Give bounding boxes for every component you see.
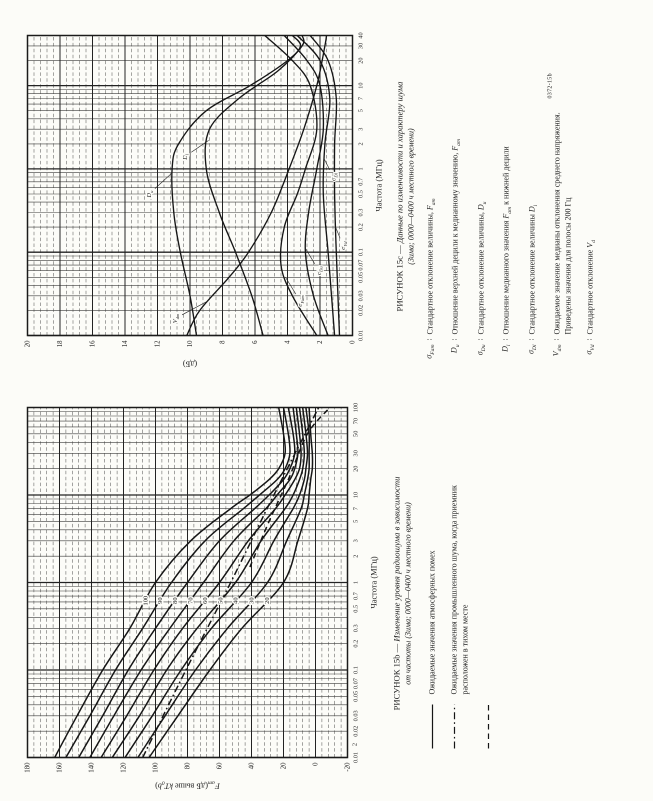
legend-item xyxy=(500,20,514,370)
legend-definition: Стандартное отклонение величины, $F_{am}$ xyxy=(425,197,437,334)
figure-15c-chart xyxy=(0,0,400,392)
svg-text:180: 180 xyxy=(24,762,32,773)
figure-15c xyxy=(0,0,653,392)
svg-text:20: 20 xyxy=(24,340,32,347)
figure-15b xyxy=(0,389,653,801)
figure-15c-caption-prefix: РИСУНОК 15с — xyxy=(394,244,404,311)
curve-Dl xyxy=(297,35,334,335)
legend-item xyxy=(448,419,470,749)
svg-text:0.7: 0.7 xyxy=(357,177,364,186)
curve-label: $\sigma_{Du}$ xyxy=(315,265,324,275)
figure-15c-caption-title: Данные по изменчивости и характеру шума xyxy=(394,81,404,243)
legend-colon: : xyxy=(584,337,594,341)
svg-text:0.3: 0.3 xyxy=(357,208,364,216)
svg-text:0.1: 0.1 xyxy=(357,247,364,256)
svg-text:0.07: 0.07 xyxy=(357,259,364,271)
svg-text:0.1: 0.1 xyxy=(352,665,359,674)
svg-text:3: 3 xyxy=(352,538,359,542)
curve-Fam xyxy=(264,35,316,335)
figure-number-note: 0372-15b xyxy=(547,72,553,98)
legend-item xyxy=(475,20,489,370)
curve-label-20: 20 xyxy=(263,596,271,604)
figure-15b-legend xyxy=(426,419,504,749)
svg-text:0.05: 0.05 xyxy=(357,271,364,283)
legend-symbol: $V_{dm}$ xyxy=(551,344,563,356)
svg-text:70: 70 xyxy=(352,417,359,424)
curve-label: $\sigma_{Fam}$ xyxy=(296,294,305,307)
legend-item xyxy=(551,20,573,370)
y-axis-title: $F_{am}(дБ$ выше $kT_0b$) xyxy=(154,779,220,790)
curve-Du xyxy=(284,35,328,335)
svg-text:10: 10 xyxy=(357,81,364,89)
curve-labels xyxy=(142,595,271,605)
legend-colon: : xyxy=(551,337,561,341)
legend-definition: Стандартное отклонение величины $D_l$ xyxy=(526,204,539,334)
svg-text:4: 4 xyxy=(284,340,292,344)
legend-colon: : xyxy=(449,337,459,341)
svg-text:2: 2 xyxy=(352,554,359,558)
curve-label: $D_l$ xyxy=(181,153,190,160)
curve-label: $V_{dm}$ xyxy=(171,313,180,323)
legend-symbol: $\sigma_{Du}$ xyxy=(474,344,487,355)
legend-definition: Ожидаемое значение медианы отклонения среднего напряжения. Приведены значения для полосы 200 Гц xyxy=(552,111,573,334)
svg-text:8: 8 xyxy=(219,340,227,344)
legend-symbol: $\sigma_{Vd}$ xyxy=(584,344,597,355)
curve-label-90: 90 xyxy=(156,596,164,604)
svg-text:100: 100 xyxy=(352,402,359,412)
svg-text:0.02: 0.02 xyxy=(352,725,359,737)
svg-text:0.03: 0.03 xyxy=(357,289,364,301)
svg-text:20: 20 xyxy=(352,465,359,472)
figure-15b-caption-prefix: РИСУНОК 15b — xyxy=(391,643,401,710)
curve-label-80: 80 xyxy=(171,596,179,604)
legend-symbol: $D_l$ xyxy=(500,344,512,352)
svg-text:5: 5 xyxy=(352,519,359,523)
svg-text:60: 60 xyxy=(216,762,224,769)
svg-text:0.2: 0.2 xyxy=(352,639,359,648)
svg-text:120: 120 xyxy=(120,762,128,773)
svg-text:6: 6 xyxy=(251,340,259,344)
curve-label-30: 30 xyxy=(248,596,256,604)
figure-15b-caption-subtitle: от частоты (Зима; 0000—0400 ч местного времени) xyxy=(402,501,412,685)
legend-line-sample-solid xyxy=(427,703,437,749)
svg-text:0.3: 0.3 xyxy=(352,623,359,632)
legend-item xyxy=(449,20,463,370)
curve-label: $\sigma_{Vd}$ xyxy=(339,241,348,250)
svg-text:30: 30 xyxy=(352,449,359,456)
figure-15b-chart xyxy=(0,389,400,801)
x-axis-title: Частота (МГц) xyxy=(374,158,383,212)
svg-text:10: 10 xyxy=(352,491,359,498)
legend-item xyxy=(482,419,493,749)
legend-symbol: $D_u$ xyxy=(449,344,462,353)
figure-15c-legend xyxy=(424,20,610,370)
curve-label: $D_u$ xyxy=(145,190,154,197)
curve-Dl xyxy=(205,35,304,335)
svg-text:7: 7 xyxy=(352,506,359,510)
svg-text:20: 20 xyxy=(280,762,288,769)
svg-text:0.05: 0.05 xyxy=(352,690,359,702)
legend-item xyxy=(526,20,540,370)
figure-15c-caption-subtitle: (Зима; 0000—0400 ч местного времени) xyxy=(405,127,415,265)
legend-line-sample-dashed xyxy=(483,703,493,749)
legend-definition: Стандартное отклонение величины, $D_u$ xyxy=(475,201,488,334)
svg-text:18: 18 xyxy=(56,340,64,347)
svg-text:140: 140 xyxy=(88,762,96,773)
legend-colon: : xyxy=(500,337,510,341)
svg-text:0.03: 0.03 xyxy=(352,709,359,721)
svg-text:0.5: 0.5 xyxy=(352,604,359,613)
svg-text:0.01: 0.01 xyxy=(357,329,364,341)
legend-item xyxy=(424,20,438,370)
svg-text:5: 5 xyxy=(357,108,364,112)
legend-definition: Отношение медианного значения $F_{am}$ к нижней децили xyxy=(501,145,513,334)
svg-text:0.5: 0.5 xyxy=(357,189,364,198)
legend-colon: : xyxy=(474,337,484,341)
curve-label-70: 70 xyxy=(186,596,194,604)
svg-text:0.01: 0.01 xyxy=(352,751,359,763)
x-axis-title: Частота (МГц) xyxy=(369,555,378,609)
legend-item xyxy=(426,419,437,749)
svg-text:1: 1 xyxy=(352,580,359,584)
svg-text:-20: -20 xyxy=(344,762,352,772)
stray-mark: 2 xyxy=(351,742,358,746)
svg-text:12: 12 xyxy=(154,340,162,347)
legend-label: Ожидаемые значения атмосферных помех xyxy=(427,549,436,694)
svg-text:20: 20 xyxy=(357,56,364,64)
curve-label-50: 50 xyxy=(216,596,224,604)
svg-text:30: 30 xyxy=(357,42,364,49)
svg-text:14: 14 xyxy=(121,340,129,347)
svg-text:3: 3 xyxy=(357,127,364,131)
svg-text:2: 2 xyxy=(316,340,324,344)
figure-15c-caption xyxy=(394,0,416,392)
legend-symbol: $\sigma_{Fam}$ xyxy=(424,344,436,359)
curve-label-40: 40 xyxy=(232,596,240,604)
svg-text:16: 16 xyxy=(89,340,97,347)
legend-symbol: $\sigma_{Dl}$ xyxy=(525,344,538,354)
svg-text:0.02: 0.02 xyxy=(357,304,364,316)
svg-text:0: 0 xyxy=(312,762,320,766)
legend-colon: : xyxy=(424,337,433,341)
svg-text:7: 7 xyxy=(357,96,364,100)
svg-text:160: 160 xyxy=(56,762,64,773)
figure-15b-caption-title: Изменение уровня радиошума в зависимости xyxy=(391,476,401,642)
figure-15b-caption xyxy=(391,393,413,793)
svg-text:0: 0 xyxy=(349,340,357,344)
svg-text:10: 10 xyxy=(186,340,194,347)
curve-label-60: 60 xyxy=(201,596,209,604)
legend-definition: Стандартное отклонение $V_d$ xyxy=(585,239,598,334)
svg-text:40: 40 xyxy=(357,31,364,39)
svg-text:50: 50 xyxy=(352,430,359,437)
legend-colon: : xyxy=(525,337,535,341)
svg-text:100: 100 xyxy=(152,762,160,773)
svg-text:2: 2 xyxy=(357,141,364,145)
legend-line-sample-dashdot xyxy=(449,703,459,749)
grid xyxy=(27,35,352,335)
legend-item xyxy=(584,20,598,370)
svg-text:40: 40 xyxy=(248,762,256,769)
svg-text:80: 80 xyxy=(184,762,192,769)
svg-text:0.2: 0.2 xyxy=(357,222,364,231)
legend-definition: Отношение верхней децили к медианному значению, $F_{am}$ xyxy=(450,138,463,334)
y-axis-title: (дБ) xyxy=(182,359,197,368)
svg-text:0.07: 0.07 xyxy=(352,677,359,689)
legend-label: Ожидаемые значения промышленного шума, когда приемник расположен в тихом месте xyxy=(449,484,470,694)
curve-label: $\sigma_{Dl}$ xyxy=(329,172,338,181)
curve-label-100: 100 xyxy=(141,595,149,605)
svg-text:1: 1 xyxy=(357,166,364,170)
curve-Vdm xyxy=(186,35,326,335)
svg-text:0.7: 0.7 xyxy=(352,591,359,600)
